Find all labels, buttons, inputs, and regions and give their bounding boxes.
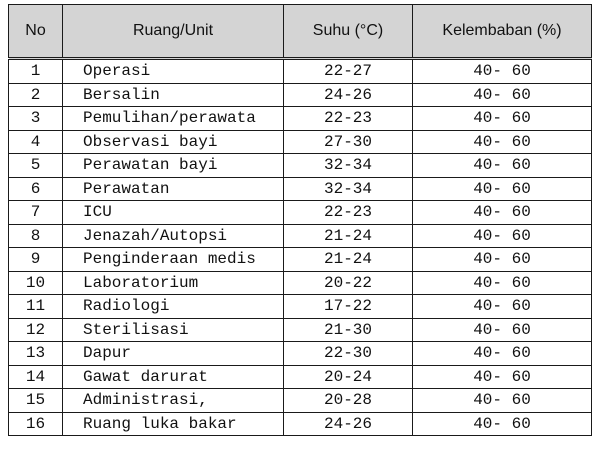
row-number-cell: 2: [9, 83, 63, 107]
room-unit-cell: Operasi: [63, 59, 284, 84]
temperature-cell: 20-28: [284, 389, 413, 413]
humidity-cell: 40- 60: [413, 83, 592, 107]
row-number-cell: 9: [9, 248, 63, 272]
temperature-cell: 21-24: [284, 224, 413, 248]
table-row: [9, 154, 592, 178]
header-suhu: Suhu (°C): [284, 5, 413, 59]
humidity-cell: 40- 60: [413, 130, 592, 154]
room-unit-cell: Penginderaan medis: [63, 248, 284, 272]
row-number-cell: 6: [9, 177, 63, 201]
humidity-cell: 40- 60: [413, 59, 592, 84]
humidity-cell: 40- 60: [413, 365, 592, 389]
row-number-cell: 8: [9, 224, 63, 248]
temperature-cell: 22-23: [284, 107, 413, 131]
row-number-cell: 1: [9, 59, 63, 84]
room-unit-cell: Sterilisasi: [63, 318, 284, 342]
temperature-cell: 27-30: [284, 130, 413, 154]
table-row: [9, 107, 592, 131]
row-number-cell: 12: [9, 318, 63, 342]
temperature-cell: 22-27: [284, 59, 413, 84]
row-number-cell: 13: [9, 342, 63, 366]
table-row: [9, 201, 592, 225]
table-row: [9, 271, 592, 295]
row-number-cell: 10: [9, 271, 63, 295]
table-row: [9, 318, 592, 342]
temperature-cell: 21-24: [284, 248, 413, 272]
header-row: [9, 5, 592, 59]
row-number-cell: 16: [9, 412, 63, 436]
table-body: [9, 59, 592, 436]
humidity-cell: 40- 60: [413, 342, 592, 366]
table-row: [9, 59, 592, 84]
table-row: [9, 389, 592, 413]
temperature-cell: 32-34: [284, 177, 413, 201]
humidity-cell: 40- 60: [413, 107, 592, 131]
humidity-cell: 40- 60: [413, 412, 592, 436]
table-row: [9, 248, 592, 272]
table-row: [9, 365, 592, 389]
humidity-cell: 40- 60: [413, 271, 592, 295]
row-number-cell: 14: [9, 365, 63, 389]
temperature-cell: 20-24: [284, 365, 413, 389]
humidity-cell: 40- 60: [413, 201, 592, 225]
room-unit-cell: ICU: [63, 201, 284, 225]
table-header: [9, 5, 592, 59]
temperature-cell: 32-34: [284, 154, 413, 178]
room-unit-cell: Pemulihan/perawata: [63, 107, 284, 131]
table-row: [9, 342, 592, 366]
row-number-cell: 7: [9, 201, 63, 225]
table-row: [9, 177, 592, 201]
humidity-cell: 40- 60: [413, 389, 592, 413]
room-unit-cell: Laboratorium: [63, 271, 284, 295]
room-unit-cell: Ruang luka bakar: [63, 412, 284, 436]
table-row: [9, 412, 592, 436]
row-number-cell: 4: [9, 130, 63, 154]
humidity-cell: 40- 60: [413, 224, 592, 248]
row-number-cell: 3: [9, 107, 63, 131]
room-unit-cell: Gawat darurat: [63, 365, 284, 389]
header-kelembaban: Kelembaban (%): [413, 5, 592, 59]
temperature-cell: 24-26: [284, 83, 413, 107]
room-unit-cell: Bersalin: [63, 83, 284, 107]
header-ruang-unit: Ruang/Unit: [63, 5, 284, 59]
table-row: [9, 224, 592, 248]
humidity-cell: 40- 60: [413, 248, 592, 272]
humidity-cell: 40- 60: [413, 318, 592, 342]
room-unit-cell: Dapur: [63, 342, 284, 366]
room-unit-cell: Jenazah/Autopsi: [63, 224, 284, 248]
temperature-cell: 22-23: [284, 201, 413, 225]
room-unit-cell: Perawatan: [63, 177, 284, 201]
room-unit-cell: Radiologi: [63, 295, 284, 319]
room-unit-cell: Administrasi,: [63, 389, 284, 413]
room-conditions-table: [8, 4, 592, 436]
temperature-cell: 24-26: [284, 412, 413, 436]
table-row: [9, 83, 592, 107]
row-number-cell: 15: [9, 389, 63, 413]
row-number-cell: 11: [9, 295, 63, 319]
header-no: No: [9, 5, 63, 59]
humidity-cell: 40- 60: [413, 295, 592, 319]
humidity-cell: 40- 60: [413, 177, 592, 201]
table-row: [9, 295, 592, 319]
temperature-cell: 22-30: [284, 342, 413, 366]
temperature-cell: 20-22: [284, 271, 413, 295]
room-unit-cell: Perawatan bayi: [63, 154, 284, 178]
room-conditions-table-wrapper: [8, 4, 592, 436]
row-number-cell: 5: [9, 154, 63, 178]
room-unit-cell: Observasi bayi: [63, 130, 284, 154]
temperature-cell: 17-22: [284, 295, 413, 319]
table-row: [9, 130, 592, 154]
temperature-cell: 21-30: [284, 318, 413, 342]
humidity-cell: 40- 60: [413, 154, 592, 178]
